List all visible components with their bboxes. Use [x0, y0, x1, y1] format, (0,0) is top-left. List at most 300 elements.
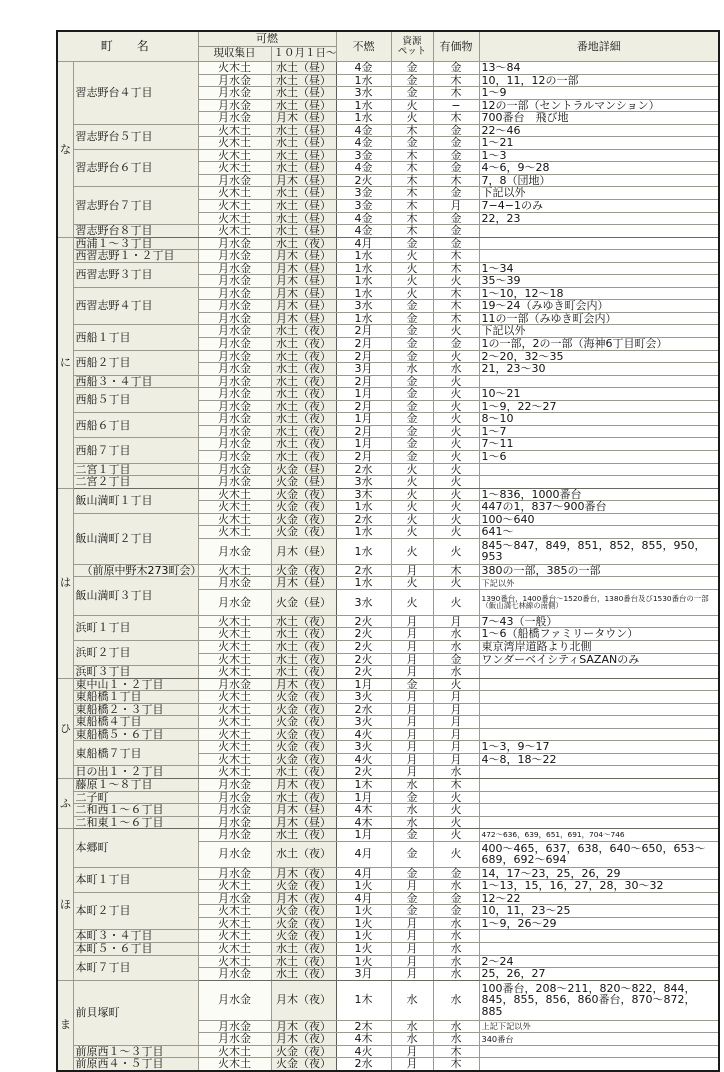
funen-day: 4月 — [336, 867, 391, 880]
shigen-pet-day: 水 — [391, 778, 433, 791]
funen-day: 2水 — [336, 463, 391, 476]
table-row — [57, 943, 719, 956]
kanen-current-day: 火木土 — [198, 488, 271, 501]
town-name-cell: 東船橋２・３丁目 — [73, 703, 198, 716]
table-row — [57, 350, 719, 363]
shigen-pet-day: 水 — [391, 980, 433, 1020]
shigen-pet-day: 木 — [391, 124, 433, 137]
shigen-pet-day: 木 — [391, 149, 433, 162]
funen-day: 3火 — [336, 691, 391, 704]
banchi-detail-cell: 1〜9，26〜29 — [479, 917, 719, 930]
table-row — [57, 488, 719, 501]
banchi-detail-cell — [479, 476, 719, 489]
banchi-detail-cell: 下記以外 — [479, 187, 719, 200]
shigen-pet-day: 金 — [391, 325, 433, 338]
yukabutsu-day: 火 — [433, 438, 479, 451]
banchi-detail-cell: 22〜46 — [479, 124, 719, 137]
kanen-current-day: 月水金 — [198, 300, 271, 313]
table-row — [57, 463, 719, 476]
banchi-detail-cell: 1〜9，22〜27 — [479, 400, 719, 413]
funen-day: 2火 — [336, 666, 391, 679]
table-row — [57, 955, 719, 968]
town-name-cell: 二宮２丁目 — [73, 476, 198, 489]
kanen-current-day: 火木土 — [198, 905, 271, 918]
banchi-detail-cell: 4〜6，9〜28 — [479, 162, 719, 175]
town-name-cell: 本町２丁目 — [73, 892, 198, 930]
table-row — [57, 149, 719, 162]
kanen-october-day: 水土（夜） — [271, 841, 336, 867]
kanen-current-day: 月水金 — [198, 804, 271, 817]
shigen-pet-day: 金 — [391, 400, 433, 413]
yukabutsu-day: 金 — [433, 653, 479, 666]
kanen-october-day: 水土（昼） — [271, 137, 336, 150]
banchi-detail-cell: 19〜24（みゆき町会内） — [479, 300, 719, 313]
kanen-october-day: 火金（夜） — [271, 564, 336, 577]
yukabutsu-day: 水 — [433, 666, 479, 679]
town-name-cell: 本町５・６丁目 — [73, 943, 198, 956]
kanen-october-day: 水土（昼） — [271, 87, 336, 100]
shigen-pet-day: 金 — [391, 350, 433, 363]
kanen-october-day: 水土（夜） — [271, 943, 336, 956]
town-name-cell: 前貝塚町 — [73, 980, 198, 1045]
shigen-pet-day: 月 — [391, 691, 433, 704]
shigen-pet-day: 月 — [391, 1058, 433, 1071]
kanen-october-day: 月木（夜） — [271, 980, 336, 1020]
yukabutsu-day: 木 — [433, 250, 479, 263]
kanen-current-day: 火木土 — [198, 149, 271, 162]
funen-day: 2火 — [336, 640, 391, 653]
table-row — [57, 930, 719, 943]
banchi-detail-cell: 1〜9 — [479, 87, 719, 100]
table-row — [57, 62, 719, 75]
kanen-current-day: 月水金 — [198, 87, 271, 100]
yukabutsu-day: 金 — [433, 137, 479, 150]
kanen-current-day: 火木土 — [198, 728, 271, 741]
town-name-cell: 二和東１〜６丁目 — [73, 816, 198, 829]
yukabutsu-day: 火 — [433, 476, 479, 489]
yukabutsu-day: 火 — [433, 589, 479, 615]
yukabutsu-day: 水 — [433, 943, 479, 956]
banchi-detail-cell: 1〜34 — [479, 262, 719, 275]
banchi-detail-cell: 100番台，208〜211，820〜822，844，845，855，856，860番台，870〜872，885 — [479, 980, 719, 1020]
banchi-detail-cell: 2〜24 — [479, 955, 719, 968]
yukabutsu-day: 金 — [433, 892, 479, 905]
town-name-cell: 本郷町 — [73, 829, 198, 868]
funen-day: 3金 — [336, 149, 391, 162]
kanen-october-day: 水土（夜） — [271, 450, 336, 463]
kanen-october-day: 水土（夜） — [271, 653, 336, 666]
banchi-detail-cell: 10，11，23〜25 — [479, 905, 719, 918]
shigen-pet-day: 月 — [391, 628, 433, 641]
banchi-detail-cell: 1〜836，1000番台 — [479, 488, 719, 501]
yukabutsu-day: 水 — [433, 766, 479, 779]
funen-day: 1火 — [336, 930, 391, 943]
kanen-current-day: 火木土 — [198, 187, 271, 200]
yukabutsu-day: 月 — [433, 703, 479, 716]
kanen-october-day: 火金（夜） — [271, 1058, 336, 1071]
town-name-cell: 西船６丁目 — [73, 413, 198, 438]
kana-index-ひ: ひ — [57, 678, 73, 778]
yukabutsu-day: 金 — [433, 905, 479, 918]
town-name-cell: 二宮１丁目 — [73, 463, 198, 476]
kanen-current-day: 火木土 — [198, 640, 271, 653]
kanen-october-day: 水土（夜） — [271, 791, 336, 804]
funen-day: 4金 — [336, 212, 391, 225]
table-row — [57, 325, 719, 338]
kanen-october-day: 火金（昼） — [271, 476, 336, 489]
kanen-current-day: 月水金 — [198, 287, 271, 300]
banchi-detail-cell: 100〜640 — [479, 513, 719, 526]
table-row — [57, 829, 719, 842]
town-name-cell: 西船５丁目 — [73, 388, 198, 413]
town-name-cell: 前原西４・５丁目 — [73, 1058, 198, 1071]
banchi-detail-cell: 13〜84 — [479, 62, 719, 75]
town-name-cell: 二子町 — [73, 791, 198, 804]
banchi-detail-cell — [479, 804, 719, 817]
shigen-pet-day: 月 — [391, 1045, 433, 1058]
kanen-current-day: 火木土 — [198, 564, 271, 577]
kanen-current-day: 月水金 — [198, 375, 271, 388]
shigen-pet-day: 火 — [391, 99, 433, 112]
funen-day: 1水 — [336, 74, 391, 87]
kanen-october-day: 水土（昼） — [271, 162, 336, 175]
yukabutsu-day: 木 — [433, 312, 479, 325]
yukabutsu-day: 月 — [433, 615, 479, 628]
funen-day: 1水 — [336, 287, 391, 300]
kanen-current-day: 月水金 — [198, 312, 271, 325]
banchi-detail-cell: 340番台 — [479, 1033, 719, 1046]
funen-day: 1火 — [336, 917, 391, 930]
table-row — [57, 678, 719, 691]
banchi-detail-cell: 35〜39 — [479, 275, 719, 288]
funen-day: 1木 — [336, 778, 391, 791]
town-name-cell: 西船７丁目 — [73, 438, 198, 463]
funen-day: 2火 — [336, 628, 391, 641]
table-row — [57, 413, 719, 426]
yukabutsu-day: 金 — [433, 124, 479, 137]
shigen-pet-day: 月 — [391, 955, 433, 968]
shigen-pet-day: 水 — [391, 363, 433, 376]
funen-day: 3月 — [336, 968, 391, 981]
banchi-detail-cell: 4〜8，18〜22 — [479, 753, 719, 766]
kanen-october-day: 水土（夜） — [271, 640, 336, 653]
kanen-october-day: 水土（夜） — [271, 628, 336, 641]
kanen-october-day: 水土（夜） — [271, 413, 336, 426]
kanen-october-day: 水土（夜） — [271, 766, 336, 779]
yukabutsu-day: 金 — [433, 237, 479, 250]
kanen-current-day: 月水金 — [198, 791, 271, 804]
funen-day: 2水 — [336, 1058, 391, 1071]
kanen-october-day: 月木（夜） — [271, 778, 336, 791]
yukabutsu-day: 火 — [433, 513, 479, 526]
kanen-october-day: 月木（昼） — [271, 174, 336, 187]
kanen-october-day: 火金（夜） — [271, 753, 336, 766]
funen-day: 4金 — [336, 62, 391, 75]
kanen-current-day: 月水金 — [198, 174, 271, 187]
banchi-detail-cell: 2〜20，32〜35 — [479, 350, 719, 363]
banchi-detail-cell: 1〜3，9〜17 — [479, 741, 719, 754]
kanen-october-day: 火金（夜） — [271, 728, 336, 741]
banchi-detail-cell: 380の一部，385の一部 — [479, 564, 719, 577]
funen-day: 2月 — [336, 375, 391, 388]
table-row — [57, 666, 719, 679]
banchi-detail-cell: 10〜21 — [479, 388, 719, 401]
yukabutsu-day: 木 — [433, 564, 479, 577]
kanen-current-day: 月水金 — [198, 99, 271, 112]
header-shigen-line1: 資源 — [402, 35, 422, 47]
kanen-october-day: 水土（夜） — [271, 375, 336, 388]
kanen-october-day: 火金（夜） — [271, 488, 336, 501]
shigen-pet-day: 金 — [391, 829, 433, 842]
shigen-pet-day: 金 — [391, 87, 433, 100]
shigen-pet-day: 金 — [391, 425, 433, 438]
town-name-cell: 西船２丁目 — [73, 350, 198, 375]
shigen-pet-day: 月 — [391, 943, 433, 956]
town-name-cell: 西習志野１・２丁目 — [73, 250, 198, 263]
shigen-pet-day: 木 — [391, 200, 433, 213]
kanen-current-day: 火木土 — [198, 615, 271, 628]
kanen-october-day: 水土（昼） — [271, 62, 336, 75]
banchi-detail-cell — [479, 375, 719, 388]
shigen-pet-day: 金 — [391, 791, 433, 804]
kanen-october-day: 水土（夜） — [271, 425, 336, 438]
kanen-current-day: 月水金 — [198, 325, 271, 338]
kanen-current-day: 火木土 — [198, 1058, 271, 1071]
garbage-collection-table — [56, 30, 720, 1072]
yukabutsu-day: 水 — [433, 955, 479, 968]
town-name-cell: 西習志野４丁目 — [73, 287, 198, 325]
table-row — [57, 375, 719, 388]
kanen-october-day: 水土（夜） — [271, 363, 336, 376]
kanen-current-day: 火木土 — [198, 137, 271, 150]
banchi-detail-cell: 東京湾岸道路より北側 — [479, 640, 719, 653]
yukabutsu-day: 木 — [433, 1045, 479, 1058]
kanen-current-day: 火木土 — [198, 741, 271, 754]
yukabutsu-day: 水 — [433, 880, 479, 893]
yukabutsu-day: 水 — [433, 968, 479, 981]
kanen-current-day: 火木土 — [198, 691, 271, 704]
table-row — [57, 980, 719, 1020]
banchi-detail-cell — [479, 463, 719, 476]
shigen-pet-day: 金 — [391, 338, 433, 351]
yukabutsu-day: 木 — [433, 174, 479, 187]
shigen-pet-day: 金 — [391, 74, 433, 87]
yukabutsu-day: 水 — [433, 628, 479, 641]
yukabutsu-day: 火 — [433, 275, 479, 288]
banchi-detail-cell: 7，8（団地） — [479, 174, 719, 187]
banchi-detail-cell — [479, 691, 719, 704]
town-name-cell: 二和西１〜６丁目 — [73, 804, 198, 817]
yukabutsu-day: 火 — [433, 388, 479, 401]
town-name-cell: 習志野台４丁目 — [73, 62, 198, 125]
shigen-pet-day: 金 — [391, 892, 433, 905]
table-row — [57, 1058, 719, 1071]
yukabutsu-day: 火 — [433, 804, 479, 817]
header-shigen-pet — [391, 31, 433, 62]
shigen-pet-day: 水 — [391, 804, 433, 817]
kanen-october-day: 火金（夜） — [271, 880, 336, 893]
funen-day: 2月 — [336, 350, 391, 363]
kanen-current-day: 火木土 — [198, 753, 271, 766]
kanen-october-day: 月木（昼） — [271, 816, 336, 829]
kanen-october-day: 月木（夜） — [271, 892, 336, 905]
town-name-cell: 飯山満町１丁目 — [73, 488, 198, 513]
kanen-current-day: 月水金 — [198, 476, 271, 489]
banchi-detail-cell: 上記下記以外 — [479, 1020, 719, 1033]
funen-day: 2火 — [336, 174, 391, 187]
header-shigen-line2: ペット — [397, 45, 427, 57]
town-name-cell: 日の出１・２丁目 — [73, 766, 198, 779]
shigen-pet-day: 火 — [391, 463, 433, 476]
kanen-october-day: 水土（夜） — [271, 350, 336, 363]
shigen-pet-day: 月 — [391, 968, 433, 981]
banchi-detail-cell — [479, 1058, 719, 1071]
shigen-pet-day: 月 — [391, 917, 433, 930]
yukabutsu-day: 水 — [433, 930, 479, 943]
banchi-detail-cell: 1〜13，15，16，27，28，30〜32 — [479, 880, 719, 893]
kana-index-な: な — [57, 62, 73, 238]
shigen-pet-day: 水 — [391, 1020, 433, 1033]
kanen-october-day: 月木（昼） — [271, 804, 336, 817]
kanen-october-day: 月木（昼） — [271, 250, 336, 263]
banchi-detail-cell: 400〜465，637，638，640〜650，653〜689，692〜694 — [479, 841, 719, 867]
shigen-pet-day: 木 — [391, 225, 433, 238]
kanen-current-day: 月水金 — [198, 816, 271, 829]
kanen-current-day: 月水金 — [198, 74, 271, 87]
funen-day: 3金 — [336, 200, 391, 213]
shigen-pet-day: 月 — [391, 728, 433, 741]
funen-day: 2火 — [336, 766, 391, 779]
kanen-october-day: 水土（昼） — [271, 187, 336, 200]
shigen-pet-day: 木 — [391, 162, 433, 175]
yukabutsu-day: 月 — [433, 691, 479, 704]
funen-day: 1水 — [336, 526, 391, 539]
yukabutsu-day: 火 — [433, 325, 479, 338]
banchi-detail-cell: 10，11，12の一部 — [479, 74, 719, 87]
town-name-cell: 習志野台７丁目 — [73, 187, 198, 225]
yukabutsu-day: 木 — [433, 74, 479, 87]
kanen-october-day: 水土（夜） — [271, 829, 336, 842]
table-row — [57, 892, 719, 905]
kanen-october-day: 水土（夜） — [271, 955, 336, 968]
yukabutsu-day: 火 — [433, 501, 479, 514]
table-row — [57, 513, 719, 526]
kanen-current-day: 火木土 — [198, 766, 271, 779]
shigen-pet-day: 月 — [391, 653, 433, 666]
kanen-october-day: 水土（昼） — [271, 225, 336, 238]
kanen-current-day: 火木土 — [198, 513, 271, 526]
kanen-october-day: 火金（夜） — [271, 501, 336, 514]
town-name-cell: 藤原１〜８丁目 — [73, 778, 198, 791]
table-row — [57, 741, 719, 754]
yukabutsu-day: 木 — [433, 112, 479, 125]
banchi-detail-cell: 21，23〜30 — [479, 363, 719, 376]
header-banchi-detail: 番地詳細 — [479, 31, 719, 62]
shigen-pet-day: 水 — [391, 816, 433, 829]
kanen-october-day: 月木（夜） — [271, 678, 336, 691]
funen-day: 4月 — [336, 892, 391, 905]
table-row — [57, 262, 719, 275]
kanen-current-day: 月水金 — [198, 538, 271, 564]
kanen-current-day: 月水金 — [198, 980, 271, 1020]
shigen-pet-day: 火 — [391, 275, 433, 288]
yukabutsu-day: 木 — [433, 778, 479, 791]
yukabutsu-day: 金 — [433, 187, 479, 200]
shigen-pet-day: 火 — [391, 501, 433, 514]
town-name-cell: 本町１丁目 — [73, 867, 198, 892]
kanen-october-day: 火金（夜） — [271, 930, 336, 943]
table-row — [57, 778, 719, 791]
shigen-pet-day: 金 — [391, 62, 433, 75]
funen-day: 1水 — [336, 312, 391, 325]
table-row — [57, 867, 719, 880]
kanen-october-day: 水土（昼） — [271, 149, 336, 162]
shigen-pet-day: 月 — [391, 766, 433, 779]
yukabutsu-day: 金 — [433, 338, 479, 351]
kanen-october-day: 月木（昼） — [271, 287, 336, 300]
funen-day: 4金 — [336, 225, 391, 238]
banchi-detail-cell: 1〜21 — [479, 137, 719, 150]
funen-day: 4木 — [336, 1033, 391, 1046]
kanen-current-day: 月水金 — [198, 1033, 271, 1046]
table-row — [57, 640, 719, 653]
table-row — [57, 250, 719, 263]
banchi-detail-cell: 7〜43（一般） — [479, 615, 719, 628]
banchi-detail-cell: 1〜10，12〜18 — [479, 287, 719, 300]
yukabutsu-day: 月 — [433, 753, 479, 766]
kanen-current-day: 月水金 — [198, 262, 271, 275]
kanen-october-day: 火金（夜） — [271, 905, 336, 918]
funen-day: 3木 — [336, 488, 391, 501]
table-row — [57, 1045, 719, 1058]
table-row — [57, 237, 719, 250]
funen-day: 1水 — [336, 501, 391, 514]
kanen-current-day: 月水金 — [198, 829, 271, 842]
banchi-detail-cell: 1〜3 — [479, 149, 719, 162]
kanen-october-day: 火金（昼） — [271, 589, 336, 615]
yukabutsu-day: 金 — [433, 149, 479, 162]
shigen-pet-day: 火 — [391, 538, 433, 564]
town-name-cell: 東船橋１丁目 — [73, 691, 198, 704]
town-name-cell: 本町７丁目 — [73, 955, 198, 980]
yukabutsu-day: 水 — [433, 980, 479, 1020]
funen-day: 4火 — [336, 753, 391, 766]
kanen-october-day: 月木（昼） — [271, 112, 336, 125]
funen-day: 1火 — [336, 955, 391, 968]
kanen-current-day: 月水金 — [198, 388, 271, 401]
yukabutsu-day: 火 — [433, 841, 479, 867]
banchi-detail-cell — [479, 1045, 719, 1058]
funen-day: 1水 — [336, 99, 391, 112]
shigen-pet-day: 火 — [391, 112, 433, 125]
funen-day: 2火 — [336, 615, 391, 628]
kanen-october-day: 水土（昼） — [271, 99, 336, 112]
town-name-cell: 浜町１丁目 — [73, 615, 198, 640]
town-name-cell: 西習志野３丁目 — [73, 262, 198, 287]
shigen-pet-day: 月 — [391, 564, 433, 577]
yukabutsu-day: 火 — [433, 375, 479, 388]
town-name-cell: 西浦１〜３丁目 — [73, 237, 198, 250]
funen-day: 3金 — [336, 187, 391, 200]
shigen-pet-day: 月 — [391, 880, 433, 893]
shigen-pet-day: 月 — [391, 716, 433, 729]
yukabutsu-day: 火 — [433, 678, 479, 691]
kana-index-ふ: ふ — [57, 778, 73, 828]
shigen-pet-day: 火 — [391, 262, 433, 275]
yukabutsu-day: 水 — [433, 640, 479, 653]
town-name-cell: 本町３・４丁目 — [73, 930, 198, 943]
kanen-october-day: 水土（夜） — [271, 400, 336, 413]
